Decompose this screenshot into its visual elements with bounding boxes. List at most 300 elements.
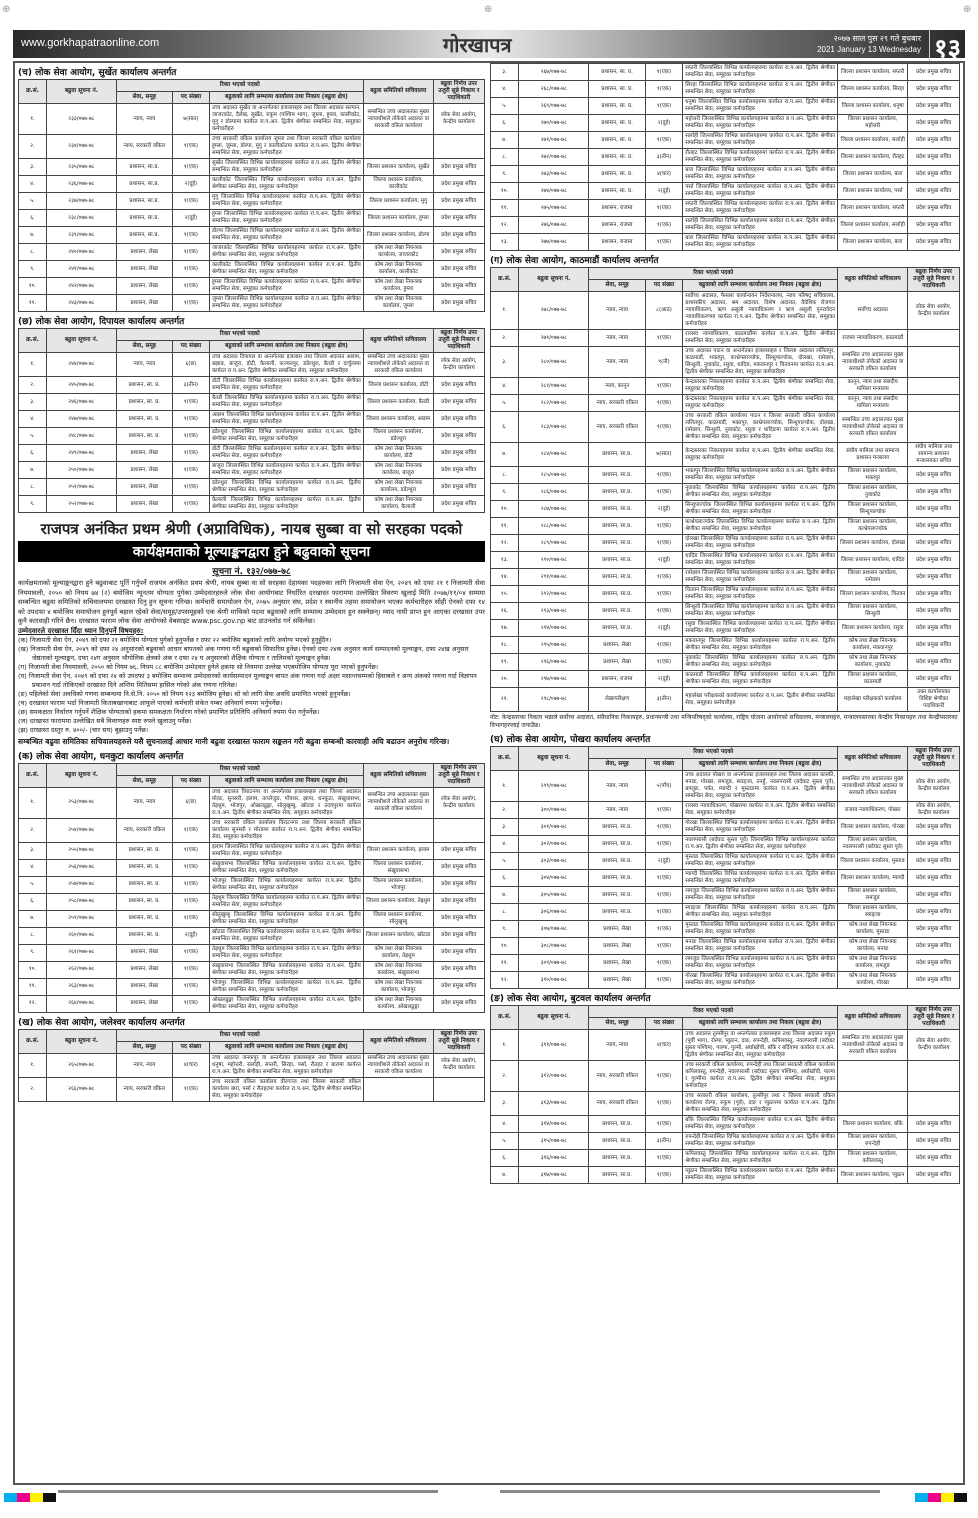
color-swatch-magenta bbox=[928, 1493, 941, 1502]
cell-post-count: ३(तीन) bbox=[645, 149, 683, 166]
cell-promotion-area: गोरखा जिल्लास्थित विभिन्न कार्यालयहरुमा कार्यरत रा.प.अन. द्वितीय श्रेणीका सम्बन्धित सेवा, समूहका कर्मचारीहरु bbox=[683, 819, 838, 836]
cell-post-count: १(एक) bbox=[645, 1167, 683, 1184]
table-row bbox=[491, 535, 960, 552]
cell-secretariat: कोष तथा लेखा नियन्त्रक कार्यालय, बाजुरा bbox=[363, 462, 433, 479]
cell-promotion-area: कैलाली जिल्लास्थित विभिन्न कार्यालयहरुमा कार्यरत रा.प.अन. द्वितीय श्रेणीका सम्बन्धित सेवा, समूहका कर्मचारीहरु bbox=[210, 496, 364, 513]
header-post-count: पद संख्या bbox=[172, 775, 209, 787]
cell-notice-no: २६७/०७७-७८ bbox=[519, 64, 589, 81]
cell-sn: १२. bbox=[19, 995, 47, 1012]
header-vacant-posts: रिक्त भएको पदको bbox=[116, 329, 363, 341]
cell-secretariat: कोष तथा लेखा नियन्त्रक कार्यालय, हुम्ला bbox=[363, 278, 433, 295]
cell-service-group: प्रशासन, सा.प्र. bbox=[589, 870, 645, 887]
cell-service-group: प्रशासन, लेखा bbox=[116, 978, 172, 995]
table-row bbox=[19, 1077, 485, 1101]
table-row bbox=[491, 132, 960, 149]
cell-secretariat: कोष तथा लेखा नियन्त्रक कार्यालय, कैलाली bbox=[363, 496, 433, 513]
cell-post-count: १(एक) bbox=[645, 904, 683, 921]
cell-appeal-authority: प्रदेश प्रमुख सचिव bbox=[908, 1116, 960, 1133]
cell-appeal-authority bbox=[908, 378, 960, 395]
cell-sn: ६. bbox=[19, 210, 47, 227]
cell-notice-no: ३१६/०७७-७८ bbox=[519, 1150, 589, 1167]
cell-appeal-authority: प्रदेश प्रमुख सचिव bbox=[908, 132, 960, 149]
cell-appeal-authority: प्रदेश प्रमुख सचिव bbox=[433, 394, 484, 411]
cell-notice-no: २३९/०७७-७८ bbox=[46, 227, 116, 244]
cell-post-count: १(एक) bbox=[645, 395, 683, 412]
cell-sn: १५. bbox=[491, 586, 519, 603]
cell-secretariat: जिल्ला प्रशासन कार्यालय, डोटी bbox=[363, 377, 433, 394]
cell-appeal-authority bbox=[908, 395, 960, 412]
table-row bbox=[19, 428, 485, 445]
cell-notice-no: २६०/०७७-७८ bbox=[46, 927, 116, 944]
cell-notice-no: ३०१/०७७-७८ bbox=[519, 819, 589, 836]
cell-promotion-area: प्युठान जिल्लास्थित विभिन्न कार्यालयहरुमा कार्यरत रा.प.अन. द्वितीय श्रेणीका सम्बन्धित सेवा, समूहका कर्मचारीहरु bbox=[683, 1167, 838, 1184]
cell-sn: २. bbox=[19, 135, 47, 159]
table-row bbox=[491, 870, 960, 887]
header-service-group: सेवा, समूह bbox=[589, 280, 645, 292]
cell-notice-no: ३०६/०७७-७८ bbox=[519, 904, 589, 921]
section-title-butwal: (ङ) लोक सेवा आयोग, बुटवल कार्यालय अन्तर्गत bbox=[490, 994, 651, 1004]
table-row bbox=[491, 654, 960, 671]
table-row bbox=[491, 1116, 960, 1133]
cell-appeal-authority: प्रदेश प्रमुख सचिव bbox=[433, 411, 484, 428]
cell-secretariat: जिल्ला प्रशासन कार्यालय, भोजपुर bbox=[363, 876, 433, 893]
cell-notice-no: २९१/०७७-७८ bbox=[519, 569, 589, 586]
cell-notice-no: ३१५/०७७-७८ bbox=[519, 1133, 589, 1150]
table-row bbox=[19, 159, 485, 176]
cell-service-group: न्याय, न्याय bbox=[589, 1030, 645, 1061]
cell-sn: १२. bbox=[491, 535, 519, 552]
cell-notice-no: २८९/०७७-७८ bbox=[519, 535, 589, 552]
cell-post-count: १(एक) bbox=[645, 802, 683, 819]
cell-secretariat: कोष तथा लेखा नियन्त्रक कार्यालय, मनाङ bbox=[838, 938, 908, 955]
instruction-item: (झ) दरखास्त दस्तुर रु. ४००/- (चार सय) बुझाउनु पर्नेछ। bbox=[18, 725, 149, 734]
cell-post-count: १(एक) bbox=[645, 637, 683, 654]
cell-promotion-area: महालेखा परीक्षकको कार्यालयमा कार्यरत रा.प.अन. द्वितीय श्रेणीका सम्बन्धित सेवा, समूहका कर्मचारीहरु bbox=[683, 688, 838, 712]
cell-service-group: प्रशासन, सा.प्र. bbox=[589, 443, 645, 467]
table-row bbox=[19, 210, 485, 227]
cell-service-group: प्रशासन, लेखा bbox=[589, 637, 645, 654]
cell-post-count: ७(सात) bbox=[172, 104, 209, 135]
cell-appeal-authority: प्रदेश प्रमुख सचिव bbox=[908, 569, 960, 586]
cell-appeal-authority: प्रदेश प्रमुख सचिव bbox=[433, 893, 484, 910]
cell-promotion-area: बारा जिल्लास्थित विभिन्न कार्यालयहरुमा कार्यरत रा.प.अन. द्वितीय श्रेणीका सम्बन्धित सेवा, समूहका कर्मचारीहरु bbox=[683, 234, 838, 251]
cell-notice-no: २४९/०७७-७८ bbox=[46, 445, 116, 462]
table-row bbox=[491, 395, 960, 412]
cell-appeal-authority: प्रदेश प्रमुख सचिव bbox=[908, 535, 960, 552]
color-swatch-magenta bbox=[17, 1493, 30, 1502]
cell-appeal-authority: प्रदेश प्रमुख सचिव bbox=[433, 176, 484, 193]
cell-sn: ११. bbox=[19, 978, 47, 995]
cell-post-count: १(एक) bbox=[172, 428, 209, 445]
cell-service-group: प्रशासन, सा.प्र. bbox=[589, 904, 645, 921]
instruction-item: (च) दरखास्त फाराम भर्दा निजामती किताबखानाबाट आफूले पाएको कर्मचारी संकेत नम्बर अनिवार्य रुपमा भर्नुपर्नेछ। bbox=[18, 698, 283, 707]
cell-service-group: न्याय, न्याय bbox=[116, 104, 172, 135]
cell-notice-no: २५५/०७७-७८ bbox=[46, 842, 116, 859]
header-sn: क्र.सं. bbox=[19, 763, 47, 787]
cell-notice-no: २९५/०७७-७८ bbox=[519, 637, 589, 654]
cell-notice-no: २९४/०७७-७८ bbox=[519, 620, 589, 637]
cell-appeal-authority: प्रदेश प्रमुख सचिव bbox=[908, 81, 960, 98]
cell-service-group: प्रशासन, सा.प्र. bbox=[589, 1116, 645, 1133]
cell-post-count: १(एक) bbox=[645, 132, 683, 149]
cell-sn: ४. bbox=[491, 378, 519, 395]
cell-post-count: १(एक) bbox=[172, 910, 209, 927]
cell-promotion-area: सप्तरी जिल्लास्थित विभिन्न कार्यालयहरुमा कार्यरत रा.प.अन. द्वितीय श्रेणीका सम्बन्धित सेवा, समूहका कर्मचारीहरु bbox=[683, 64, 838, 81]
cell-secretariat: जिल्ला प्रशासन कार्यालय, भक्तपुर bbox=[838, 467, 908, 484]
cell-sn: १९. bbox=[491, 654, 519, 671]
cell-promotion-area: ओखलढुङ्गा जिल्लास्थित विभिन्न कार्यालयहरुमा कार्यरत रा.प.अन. द्वितीय श्रेणीका सम्बन्धित सेवा, समूहका कर्मचारीहरु bbox=[210, 995, 364, 1012]
header-promotion-area: बढुवाको लागि सम्भाव्य कार्यालय तथा निकाय (बढुवा क्षेत्र) bbox=[210, 341, 364, 353]
table-row bbox=[491, 569, 960, 586]
cell-appeal-authority: प्रदेश प्रमुख सचिव bbox=[908, 836, 960, 853]
table-row bbox=[491, 1133, 960, 1150]
cell-promotion-area: डडेल्धुरा जिल्लास्थित विभिन्न कार्यालयहरुमा कार्यरत रा.प.अन. द्वितीय श्रेणीका सम्बन्धित सेवा, समूहका कर्मचारीहरु bbox=[210, 479, 364, 496]
cell-secretariat: जिल्ला प्रशासन कार्यालय, तेह्रथुम bbox=[363, 893, 433, 910]
table-row bbox=[491, 637, 960, 654]
cell-notice-no: २५३/०७७-७८ bbox=[46, 787, 116, 818]
table-row bbox=[491, 972, 960, 989]
registration-mark-icon: ⊕ bbox=[484, 4, 493, 15]
table-row bbox=[491, 938, 960, 955]
cell-appeal-authority: प्रदेश प्रमुख सचिव bbox=[433, 193, 484, 210]
section-title-jaleshwar: (ख) लोक सेवा आयोग, जलेश्वर कार्यालय अन्तर्गत bbox=[18, 1017, 185, 1028]
cell-promotion-area: उच्च अदालत तुल्सीपुर वा अन्तर्गतका इजलासहरु तथा जिल्ला अदालत रुकुम (पूर्वी भाग), रोल्पा, प्युठान, दाङ, रुपन्देही, कपिलवस्तु, नवलपरासी (बर्दघाट सुस्ता पश्चिम), पाल्पा, गुल्मी, अर्घाखाँची, बाँके र बर्दियामा कार्यरत रा.प.अन. द्वितीय श्रेणीका सम्बन्धित सेवा, समूहका कर्मचारीहरु bbox=[683, 1030, 838, 1061]
section-title-pokhara: (घ) लोक सेवा आयोग, पोखरा कार्यालय अन्तर्गत bbox=[490, 735, 651, 745]
table-row bbox=[491, 183, 960, 200]
cell-appeal-authority bbox=[908, 347, 960, 378]
cell-promotion-area: अछाम जिल्लास्थित विभिन्न कार्यालयहरुमा कार्यरत रा.प.अन. द्वितीय श्रेणीका सम्बन्धित सेवा, समूहका कर्मचारीहरु bbox=[210, 411, 364, 428]
cell-notice-no: २८०/०७७-७८ bbox=[519, 347, 589, 378]
cell-notice-no: ३१०/०७७-७८ bbox=[519, 972, 589, 989]
cell-promotion-area: धादिङ जिल्लास्थित विभिन्न कार्यालयहरुमा कार्यरत रा.प.अन. द्वितीय श्रेणीका सम्बन्धित सेवा, समूहका कर्मचारीहरु bbox=[683, 552, 838, 569]
color-swatch-black bbox=[954, 1493, 967, 1502]
cell-post-count: १(एक) bbox=[172, 496, 209, 513]
cell-notice-no: २३५/०७७-७८ bbox=[46, 159, 116, 176]
cell-promotion-area: बैतडी जिल्लास्थित विभिन्न कार्यालयहरुमा कार्यरत रा.प.अन. द्वितीय श्रेणीका सम्बन्धित सेवा, समूहका कर्मचारीहरु bbox=[210, 394, 364, 411]
cell-promotion-area: लमजुङ जिल्लास्थित विभिन्न कार्यालयहरुमा कार्यरत रा.प.अन. द्वितीय श्रेणीका सम्बन्धित सेवा, समूहका कर्मचारीहरु bbox=[683, 887, 838, 904]
cell-promotion-area: उच्च अदालत पाटन वा अन्तर्गतका इजलासहरु र जिल्ला अदालत ललितपुर, काठमाडौं, भक्तपुर, काभ्रेपलाञ्चोक, सिन्धुपाल्चोक, दोलखा, रामेछाप, सिन्धुली, नुवाकोट, रसुवा, धादिङ, मकवानपुर र चितवनमा कार्यरत रा.प.अन. द्वितीय श्रेणीका सम्बन्धित सेवा, समूहका कर्मचारीहरु bbox=[683, 347, 838, 378]
cell-appeal-authority: प्रदेश प्रमुख सचिव bbox=[433, 479, 484, 496]
cell-post-count: १(एक) bbox=[645, 1150, 683, 1167]
cell-appeal-authority: प्रदेश प्रमुख सचिव bbox=[908, 620, 960, 637]
cell-post-count: १(एक) bbox=[645, 887, 683, 904]
table-row bbox=[19, 104, 485, 135]
cell-service-group: प्रशासन, लेखा bbox=[589, 654, 645, 671]
cell-post-count: १(एक) bbox=[172, 411, 209, 428]
website-url[interactable]: www.gorkhapatraonline.com bbox=[21, 37, 160, 49]
header-post-count: पद संख्या bbox=[172, 92, 209, 104]
cell-secretariat: कोष तथा लेखा नियन्त्रक कार्यालय, संखुवासभा bbox=[363, 961, 433, 978]
cell-notice-no: २४३/०७७-७८ bbox=[46, 295, 116, 312]
cell-appeal-authority: प्रदेश प्रमुख सचिव bbox=[908, 870, 960, 887]
cell-secretariat: जिल्ला प्रशासन कार्यालय, पर्सा bbox=[838, 183, 908, 200]
cell-appeal-authority bbox=[908, 1092, 960, 1116]
cell-sn: ४. bbox=[19, 411, 47, 428]
cell-promotion-area: हुम्ला जिल्लास्थित विभिन्न कार्यालयहरुमा कार्यरत रा.प.अन. द्वितीय श्रेणीका सम्बन्धित सेवा, समूहका कर्मचारीहरु bbox=[210, 210, 364, 227]
table-kathmandu bbox=[490, 267, 960, 712]
cell-appeal-authority: प्रदेश प्रमुख सचिव bbox=[433, 859, 484, 876]
table-row bbox=[491, 921, 960, 938]
cell-sn: ८. bbox=[491, 904, 519, 921]
header-service-group: सेवा, समूह bbox=[116, 92, 172, 104]
cell-promotion-area: भक्तपुर जिल्लास्थित विभिन्न कार्यालयहरुमा कार्यरत रा.प.अन. द्वितीय श्रेणीका सम्बन्धित सेवा, समूहका कर्मचारीहरु bbox=[683, 467, 838, 484]
cell-secretariat: जिल्ला प्रशासन कार्यालय, काभ्रेपलाञ्चोक bbox=[838, 518, 908, 535]
cell-sn: ७. bbox=[19, 227, 47, 244]
promotion-table bbox=[490, 267, 960, 712]
cell-promotion-area: बाजुरा जिल्लास्थित विभिन्न कार्यालयहरुमा कार्यरत रा.प.अन. द्वितीय श्रेणीका सम्बन्धित सेवा, समूहका कर्मचारीहरु bbox=[210, 462, 364, 479]
header-sn: क्र.सं. bbox=[491, 1006, 519, 1030]
cell-notice-no: २७४/०७७-७८ bbox=[519, 183, 589, 200]
header-promotion-area: बढुवाको लागि सम्भाव्य कार्यालय तथा निकाय (बढुवा क्षेत्र) bbox=[210, 775, 364, 787]
cell-secretariat bbox=[363, 135, 433, 159]
cell-appeal-authority: प्रदेश प्रमुख सचिव bbox=[433, 496, 484, 513]
cell-post-count: १(एक) bbox=[645, 518, 683, 535]
cell-post-count: १(एक) bbox=[172, 244, 209, 261]
table-row bbox=[491, 330, 960, 347]
cell-service-group: न्याय, न्याय bbox=[116, 787, 172, 818]
cell-appeal-authority: प्रदेश प्रमुख सचिव bbox=[433, 159, 484, 176]
cell-appeal-authority: प्रदेश प्रमुख सचिव bbox=[433, 462, 484, 479]
cell-secretariat: जिल्ला प्रशासन कार्यालय, नुवाकोट bbox=[838, 484, 908, 501]
cell-sn: १२. bbox=[491, 972, 519, 989]
cell-service-group: प्रशासन, सा.प्र. bbox=[589, 887, 645, 904]
table-row bbox=[491, 802, 960, 819]
cell-notice-no: २४४/०७७-७८ bbox=[46, 353, 116, 377]
cell-sn: ६. bbox=[491, 870, 519, 887]
cell-service-group: प्रशासन, सा.प्र. bbox=[589, 535, 645, 552]
cell-service-group: प्रशासन, सा.प्र. bbox=[589, 552, 645, 569]
cell-sn: १८. bbox=[491, 637, 519, 654]
cell-post-count: ३(तीन) bbox=[645, 1133, 683, 1150]
cell-secretariat: जिल्ला प्रशासन कार्यालय, बाँके bbox=[838, 1116, 908, 1133]
cell-appeal-authority: प्रदेश प्रमुख सचिव bbox=[908, 819, 960, 836]
cell-sn: १. bbox=[491, 292, 519, 330]
cell-post-count: १(एक) bbox=[645, 603, 683, 620]
cell-appeal-authority: प्रदेश प्रमुख सचिव bbox=[908, 166, 960, 183]
cell-promotion-area: केन्द्रस्तरका निकायहरुमा कार्यरत रा.प.अन. द्वितीय श्रेणीका सम्बन्धित सेवा, समूहका कर्मचारीहरु bbox=[683, 378, 838, 395]
cell-notice-no: २९९/०७७-७८ bbox=[519, 771, 589, 802]
notice-body: कार्यक्षमताको मूल्याङ्कनद्वारा हुने बढुवाबाट पूर्ति गर्नुपर्ने राजपत्र अनंकित प्रथम श्रेणी, नायब सुब्बा वा सो सरहका देहायका पदहरुका लागि निजामती सेवा ऐन, २०४९ को दफा २१ र निजामती सेवा नियमावली, २०५० को नियम ७४ (२) बमोजिम न्यूनतम योग्यता पुगेका उम्मेदवारहरुले लोक सेवा आयोगबाट निर्धारित दरखास्त फाराममा उल्लेखित विवरण खुलाई मिति २०७७/११/०४ सम्ममा सम्बन्धित बढुवा समितिको सचिवालयमा दरखास्त दिनु हुन सूचना गरिन्छ। कर्मचारी समायोजन ऐन, २०७५ अनुसार संघ, प्रदेश र स्थानीय तहमा समायोजन भएका कर्मचारीहरु सोही ऐनको दफा १४ को उपदफा ४ बमोजिम समायोजन हुनपूर्व बहाल रहेको सेवा/समूह/उपसमूहको एक श्रेणी माथिको पदमा बढुवाको लागि सम्भाव्य उम्मेदवार हुन सक्नेछन्। म्याद नाघी प्राप्त हुन आएका दरखास्त उपर कुनै कारवाही गरिने छैन। दरखास्त फाराम लोक सेवा आयोगको वेबसाइट www.psc.gov.np बाट डाउनलोड गर्न सकिनेछ। bbox=[18, 579, 485, 625]
cell-secretariat: कोष तथा लेखा नियन्त्रक कार्यालय, जुम्ला bbox=[363, 295, 433, 312]
cell-notice-no: २५६/०७७-७८ bbox=[46, 859, 116, 876]
table-row bbox=[491, 292, 960, 330]
table-row bbox=[491, 217, 960, 234]
header-post-count: पद संख्या bbox=[645, 1018, 683, 1030]
cell-promotion-area: भोजपुर जिल्लास्थित विभिन्न कार्यालयहरुमा कार्यरत रा.प.अन. द्वितीय श्रेणीका सम्बन्धित सेवा, समूहका कर्मचारीहरु bbox=[210, 978, 364, 995]
cell-appeal-authority: प्रदेश प्रमुख सचिव bbox=[433, 210, 484, 227]
promotion-table bbox=[490, 63, 960, 251]
table-row bbox=[491, 603, 960, 620]
table-row bbox=[19, 377, 485, 394]
header-secretariat: बढुवा समितिको सचिवालय bbox=[363, 1029, 433, 1053]
cell-sn: ७. bbox=[491, 443, 519, 467]
cell-notice-no: २९२/०७७-७८ bbox=[519, 586, 589, 603]
cell-post-count: २(दुई) bbox=[172, 927, 209, 944]
header-promotion-area: बढुवाको लागि सम्भाव्य कार्यालय तथा निकाय (बढुवा क्षेत्र) bbox=[210, 1041, 364, 1053]
table-row bbox=[491, 620, 960, 637]
cell-promotion-area: उच्च सरकारी वकिल कार्यालय, रुपन्देही तथा जिल्ला सरकारी वकिल कार्यालय कपिलवस्तु, रुपन्देही, नवलपरासी (बर्दघाट सुस्ता पश्चिम), अर्घाखाँची, पाल्पा र गुल्मीमा कार्यरत रा.प.अन. द्वितीय श्रेणीका सम्बन्धित सेवा, समूहका कर्मचारीहरु bbox=[683, 1061, 838, 1092]
cell-appeal-authority: प्रदेश प्रमुख सचिव bbox=[908, 64, 960, 81]
header-sn: क्र.सं. bbox=[491, 747, 519, 771]
color-swatch-yellow bbox=[30, 1493, 43, 1502]
cell-secretariat: जिल्ला प्रशासन कार्यालय, सिरहा bbox=[838, 81, 908, 98]
cell-service-group: न्याय, न्याय bbox=[589, 347, 645, 378]
cell-notice-no: २५१/०७७-७८ bbox=[46, 479, 116, 496]
cell-promotion-area: उच्च सरकारी वकिल कार्यालय पाटन र जिल्ला सरकारी वकिल कार्यालय ललितपुर, काठमाडौं, भक्तपुर, काभ्रेपलाञ्चोक, सिन्धुपाल्चोक, दोलखा, रामेछाप, सिन्धुली, नुवाकोट, रसुवा र धादिङमा कार्यरत रा.प.अन. द्वितीय श्रेणीका सम्बन्धित सेवा, समूहका कर्मचारीहरु bbox=[683, 412, 838, 443]
cell-secretariat: कोष तथा लेखा नियन्त्रक कार्यालय, ओखलढुङ्गा bbox=[363, 995, 433, 1012]
instruction-item: (क) निजामती सेवा ऐन, २०४९ को दफा २१ बमोजिम योग्यता पुगेको हुनुपर्नेछ र दफा २२ बमोजिम बढुवाको लागि अयोग्य भएको हुनुहुँदैन। bbox=[18, 635, 332, 644]
cell-service-group: प्रशासन, लेखा bbox=[116, 961, 172, 978]
cell-notice-no: २८८/०७७-७८ bbox=[519, 518, 589, 535]
table-pokhara bbox=[490, 746, 960, 989]
cell-promotion-area: उच्च सरकारी वकिल कार्यालय, तुल्सीपुर तथा र जिल्ला सरकारी वकिल कार्यालय रोल्पा, रुकुम (पूर्व), दाङ र प्युठानमा कार्यरत रा.प.अन. द्वितीय श्रेणीका सम्बन्धित सेवा, समूहका कर्मचारीहरु bbox=[683, 1092, 838, 1116]
cell-notice-no: ३१३/०७७-७८ bbox=[519, 1092, 589, 1116]
cell-promotion-area: नुवाकोट जिल्लास्थित विभिन्न कार्यालयहरुमा कार्यरत रा.प.अन. द्वितीय श्रेणीका सम्बन्धित सेवा, समूहका कर्मचारीहरु bbox=[683, 654, 838, 671]
cell-secretariat bbox=[363, 1077, 433, 1101]
cell-post-count: १(एक) bbox=[645, 484, 683, 501]
cell-post-count: १(एक) bbox=[645, 98, 683, 115]
cell-service-group: प्रशासन, लेखा bbox=[116, 462, 172, 479]
header-vacant-posts: रिक्त भएको पदको bbox=[589, 268, 838, 280]
cell-notice-no: ३०९/०७७-७८ bbox=[519, 955, 589, 972]
cell-appeal-authority: प्रदेश प्रमुख सचिव bbox=[433, 445, 484, 462]
cell-sn: ८. bbox=[491, 149, 519, 166]
table-row bbox=[491, 115, 960, 132]
header-secretariat: बढुवा समितिको सचिवालय bbox=[363, 763, 433, 787]
cell-service-group: प्रशासन, लेखा bbox=[116, 244, 172, 261]
cell-notice-no: २९८/०७७-७८ bbox=[519, 688, 589, 712]
cell-promotion-area: महोत्तरी जिल्लास्थित विभिन्न कार्यालयहरुमा कार्यरत रा.प.अन. द्वितीय श्रेणीका सम्बन्धित सेवा, समूहका कर्मचारीहरु bbox=[683, 115, 838, 132]
instruction-item: (ङ) पहिलेको सेवा अवधिको गणना सम्बन्धमा नि.से.नि. २०५० को नियम १२३ बमोजिम हुनेछ। सो को लागि सेवा अवधि प्रमाणित भएको हुनुपर्नेछ। bbox=[18, 689, 351, 698]
table-row bbox=[19, 411, 485, 428]
table-row bbox=[19, 193, 485, 210]
cell-sn: ११. bbox=[19, 295, 47, 312]
cell-promotion-area: खोटाङ जिल्लास्थित विभिन्न कार्यालयहरुमा कार्यरत रा.प.अन. द्वितीय श्रेणीका सम्बन्धित सेवा, समूहका कर्मचारीहरु bbox=[210, 927, 364, 944]
print-grey-bar bbox=[500, 1490, 880, 1493]
cell-appeal-authority: प्रदेश प्रमुख सचिव bbox=[433, 876, 484, 893]
cell-service-group: न्याय, सरकारी वकिल bbox=[589, 1061, 645, 1092]
cell-secretariat: जिल्ला प्रशासन कार्यालय, गोरखा bbox=[838, 819, 908, 836]
cell-sn: ६. bbox=[491, 115, 519, 132]
section-title-kathmandu: (ग) लोक सेवा आयोग, काठमाडौं कार्यालय अन्तर्गत bbox=[490, 256, 659, 266]
header-notice-no: बढुवा सूचना नं. bbox=[46, 80, 116, 104]
cell-service-group: न्याय, सरकारी वकिल bbox=[589, 412, 645, 443]
cell-notice-no: २५४/०७७-७८ bbox=[46, 818, 116, 842]
cell-service-group: प्रशासन, सा.प्र. bbox=[116, 227, 172, 244]
cell-appeal-authority: संघीय मामिला तथा सामान्य प्रशासन मन्त्रालयका सचिव bbox=[908, 443, 960, 467]
cell-post-count: ९(नौ) bbox=[645, 347, 683, 378]
cell-secretariat: जिल्ला प्रशासन कार्यालय, सप्तरी bbox=[838, 64, 908, 81]
cell-service-group: प्रशासन, सा.प्र. bbox=[589, 603, 645, 620]
cell-service-group: प्रशासन, लेखा bbox=[116, 445, 172, 462]
cell-service-group: प्रशासन, सा. प्र. bbox=[116, 859, 172, 876]
cell-promotion-area: उच्च सरकारी वकिल कार्यालय जुम्ला तथा जिल्ला सरकारी वकिल कार्यालय हुम्ला, जुम्ला, डोल्पा, मुगु र कालीकोटमा कार्यरत रा.प.अन. द्वितीय श्रेणीका सम्बन्धित सेवा, समूहका कर्मचारीहरु bbox=[210, 135, 364, 159]
header-appeal-authority: बढुवा निर्णय उपर उजुरी सुन्ने निकाय र पदाधिकारी bbox=[908, 268, 960, 292]
issue-date bbox=[817, 33, 921, 55]
cell-notice-no: २४१/०७७-७८ bbox=[46, 261, 116, 278]
cell-service-group: न्याय, कानून bbox=[589, 378, 645, 395]
header-appeal-authority: बढुवा निर्णय उपर उजुरी सुन्ने निकाय र पदाधिकारी bbox=[433, 763, 484, 787]
cell-service-group: न्याय, सरकारी वकिल bbox=[116, 1077, 172, 1101]
cell-promotion-area: राजस्व न्यायाधिकरण, पोखरामा कार्यरत रा.प.अन. द्वितीय श्रेणीका सम्बन्धित सेवा, समूहका कर्मचारीहरु bbox=[683, 802, 838, 819]
cell-notice-no: २८१/०७७-७८ bbox=[519, 378, 589, 395]
cell-appeal-authority: लोक सेवा आयोग, केन्द्रीय कार्यालय bbox=[433, 1053, 484, 1077]
header-appeal-authority: बढुवा निर्णय उपर उजुरी सुन्ने निकाय र पदाधिकारी bbox=[908, 747, 960, 771]
cell-notice-no: २९०/०७७-७८ bbox=[519, 552, 589, 569]
cell-post-count: १(एक) bbox=[645, 972, 683, 989]
cell-sn: १०. bbox=[19, 961, 47, 978]
cell-secretariat: कोष तथा लेखा नियन्त्रक कार्यालय, नुवाकोट bbox=[838, 654, 908, 671]
cell-appeal-authority: प्रदेश प्रमुख सचिव bbox=[908, 904, 960, 921]
cell-appeal-authority: प्रदेश प्रमुख सचिव bbox=[433, 278, 484, 295]
cell-service-group: प्रशासन, सा. प्र. bbox=[116, 927, 172, 944]
cell-post-count: ३(तीन) bbox=[645, 688, 683, 712]
header-secretariat: बढुवा समितिको सचिवालय bbox=[838, 747, 908, 771]
cell-sn: ८. bbox=[491, 467, 519, 484]
table-row bbox=[19, 927, 485, 944]
table-row bbox=[19, 462, 485, 479]
cell-notice-no: २८६/०७७-७८ bbox=[519, 484, 589, 501]
cell-sn: १. bbox=[19, 353, 47, 377]
cell-secretariat: जिल्ला प्रशासन कार्यालय, मुगु bbox=[363, 193, 433, 210]
cell-service-group: न्याय, न्याय bbox=[116, 353, 172, 377]
cell-secretariat: सर्वोच्च अदालत bbox=[838, 292, 908, 330]
cell-sn: २. bbox=[19, 1077, 47, 1101]
table-butwal bbox=[490, 1005, 960, 1184]
cell-sn: १०. bbox=[491, 183, 519, 200]
cell-secretariat: जिल्ला प्रशासन कार्यालय, रसुवा bbox=[838, 620, 908, 637]
cell-promotion-area: बारा जिल्लास्थित विभिन्न कार्यालयहरुमा कार्यरत रा.प.अन. द्वितीय श्रेणीका सम्बन्धित सेवा, समूहका कर्मचारीहरु bbox=[683, 166, 838, 183]
cell-appeal-authority: प्रदेश प्रमुख सचिव bbox=[433, 377, 484, 394]
cell-appeal-authority: लोक सेवा आयोग, केन्द्रीय कार्यालय bbox=[908, 292, 960, 330]
cell-post-count: १(एक) bbox=[645, 378, 683, 395]
cell-notice-no: ३१७/०७७-७८ bbox=[519, 1167, 589, 1184]
cell-post-count: १(एक) bbox=[172, 135, 209, 159]
table-row bbox=[491, 443, 960, 467]
cell-sn: १३. bbox=[491, 552, 519, 569]
cell-promotion-area: चितवन जिल्लास्थित विभिन्न कार्यालयहरुमा कार्यरत रा.प.अन. द्वितीय श्रेणीका सम्बन्धित सेवा, समूहका कर्मचारीहरु bbox=[683, 586, 838, 603]
header-post-count: पद संख्या bbox=[645, 759, 683, 771]
cell-appeal-authority: प्रदेश प्रमुख सचिव bbox=[908, 98, 960, 115]
header-notice-no: बढुवा सूचना नं. bbox=[519, 747, 589, 771]
cell-post-count: १(एक) bbox=[645, 64, 683, 81]
cell-post-count: १(एक) bbox=[172, 842, 209, 859]
cell-promotion-area: सिरहा जिल्लास्थित विभिन्न कार्यालयहरुमा कार्यरत रा.प.अन. द्वितीय श्रेणीका सम्बन्धित सेवा, समूहका कर्मचारीहरु bbox=[683, 81, 838, 98]
cell-secretariat: कोष तथा लेखा नियन्त्रक कार्यालय, डडेल्धुरा bbox=[363, 479, 433, 496]
cell-secretariat: कोष तथा लेखा नियन्त्रक कार्यालय, जाजरकोट bbox=[363, 244, 433, 261]
cell-appeal-authority: प्रदेश प्रमुख सचिव bbox=[908, 938, 960, 955]
cell-promotion-area: संखुवासभा जिल्लास्थित विभिन्न कार्यालयहरुमा कार्यरत रा.प.अन. द्वितीय श्रेणीका सम्बन्धित सेवा, समूहका कर्मचारीहरु bbox=[210, 961, 364, 978]
cell-sn: १. bbox=[491, 771, 519, 802]
table-row bbox=[491, 1167, 960, 1184]
cell-promotion-area: डडेल्धुरा जिल्लास्थित विभिन्न कार्यालयहरुमा कार्यरत रा.प.अन. द्वितीय श्रेणीका सम्बन्धित सेवा, समूहका कर्मचारीहरु bbox=[210, 428, 364, 445]
cell-service-group: प्रशासन, सा.प्र. bbox=[589, 819, 645, 836]
cell-notice-no: २४०/०७७-७८ bbox=[46, 244, 116, 261]
cell-post-count: १(एक) bbox=[172, 479, 209, 496]
cell-secretariat: कोष तथा लेखा नियन्त्रक कार्यालय, कालीकोट bbox=[363, 261, 433, 278]
cell-sn: १०. bbox=[19, 278, 47, 295]
cell-appeal-authority: लोक सेवा आयोग, केन्द्रीय कार्यालय bbox=[908, 802, 960, 819]
date-nepali: २०७७ साल पुस २९ गते बुधबार bbox=[833, 34, 921, 43]
header-secretariat: बढुवा समितिको सचिवालय bbox=[838, 268, 908, 292]
header-appeal-authority: बढुवा निर्णय उपर उजुरी सुन्ने निकाय र पदाधिकारी bbox=[433, 329, 484, 353]
cell-notice-no: २६१/०७७-७८ bbox=[46, 944, 116, 961]
header-vacant-posts: रिक्त भएको पदको bbox=[116, 763, 363, 775]
cell-service-group: प्रशासन, लेखा bbox=[116, 479, 172, 496]
cell-notice-no: २९६/०७७-७८ bbox=[519, 654, 589, 671]
cell-notice-no: २३७/०७७-७८ bbox=[46, 193, 116, 210]
cell-appeal-authority: प्रदेश प्रमुख सचिव bbox=[908, 217, 960, 234]
